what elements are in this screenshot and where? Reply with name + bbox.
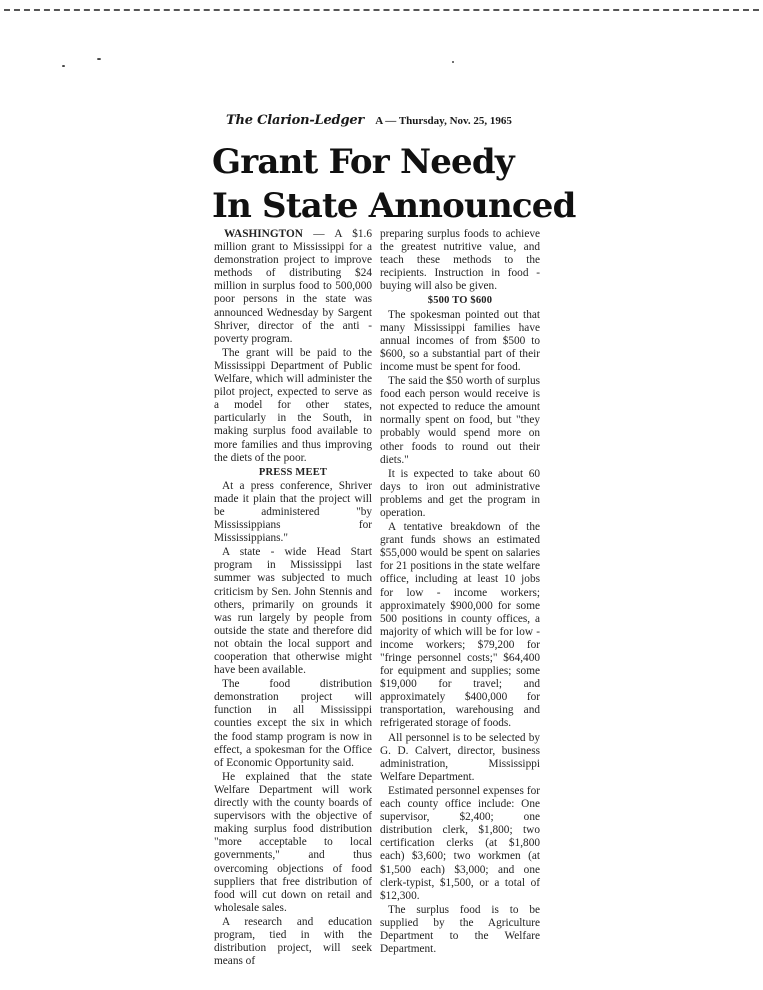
paragraph: He explained that the state Welfare Department will work directly with the county boards of supervisors with the objective of making surplus food distribution "more acceptable to local governments," and thus overcoming objections of food suppliers that free distribution of food will cut down on retail and wholesale sales. [214, 770, 372, 914]
paragraph [214, 228, 372, 346]
article-column-right [380, 228, 540, 957]
paragraph: A research and education program, tied in with the distribution project, will seek means of [214, 915, 372, 968]
article-headline [212, 140, 576, 228]
paragraph: Estimated personnel expenses for each county office include: One supervisor, $2,400; one distribution clerk, $1,800; two certification clerks (at $1,800 each) $3,600; two workmen (at $1,500 each) $3,000; and one clerk-typist, $1,500, or a total of $12,300. [380, 784, 540, 902]
paragraph: The surplus food is to be supplied by the Agriculture Department to the Welfare Department. [380, 903, 540, 956]
paragraph: It is expected to take about 60 days to iron out administrative problems and get the program in operation. [380, 467, 540, 519]
newspaper-name: The Clarion-Ledger [226, 113, 365, 128]
subhead: PRESS MEET [258, 466, 328, 478]
paragraph: A tentative breakdown of the grant funds shows an estimated $55,000 would be spent on salaries for 21 positions in the state welfare office, including at least 10 jobs for low - income workers; approximately $900,000 for some 500 positions in county offices, a majority of which will be for low - income workers; $79,200 for "fringe personnel costs;" $64,400 for equipment and supplies; some $19,000 for travel; and approximately $400,000 for transportation, warehousing and refrigerated storage of foods. [380, 521, 540, 730]
masthead [226, 113, 546, 128]
paragraph: The grant will be paid to the Mississippi Department of Public Welfare, which will administer the pilot project, expected to serve as a model for other states, particularly in the South, in making surplus food available to more families and thus improving the diets of the poor. [214, 346, 372, 464]
paragraph: The spokesman pointed out that many Mississippi families have annual incomes of from $500 to $600, so a substantial part of their income must be spent for food. [380, 308, 540, 373]
headline-line-2: In State Announced [212, 186, 576, 226]
paragraph: A state - wide Head Start program in Mississippi last summer was subjected to much criticism by Sen. John Stennis and others, primarily on grounds it was run largely by people from outside the state and therefore did not obtain the local support and cooperation that otherwise might have been available. [214, 546, 372, 677]
paragraph: The said the $50 worth of surplus food each person would receive is not expected to reduce the amount normally spent on food, but "they probably would spend more on other foods to round out their diets." [380, 375, 540, 466]
paragraph: The food distribution demonstration project will function in all Mississippi counties except the six in which the food stamp program is now in effect, a spokesman for the Office of Economic Opportunity said. [214, 678, 372, 769]
subhead: $500 TO $600 [427, 295, 493, 307]
dateline: A — Thursday, Nov. 25, 1965 [375, 115, 512, 127]
article-column-left [214, 228, 372, 969]
paragraph: All personnel is to be selected by G. D. Calvert, director, business administration, Mississippi Welfare Department. [380, 731, 540, 783]
paragraph-text: — A $1.6 million grant to Mississippi for a demonstration project to improve methods of distributing $24 million in surplus food to 500,000 poor persons in the state was announced Wednesday by Sargent Shriver, director of the anti - poverty program. [214, 228, 372, 345]
headline-line-1: Grant For Needy [212, 142, 514, 182]
dateline-city: WASHINGTON [224, 228, 303, 240]
paragraph: preparing surplus foods to achieve the greatest nutritive value, and teach these methods to the recipients. Instruction in food - buying will also be given. [380, 228, 540, 293]
paragraph: At a press conference, Shriver made it plain that the project will be administered "by Mississippians for Mississippians." [214, 479, 372, 545]
